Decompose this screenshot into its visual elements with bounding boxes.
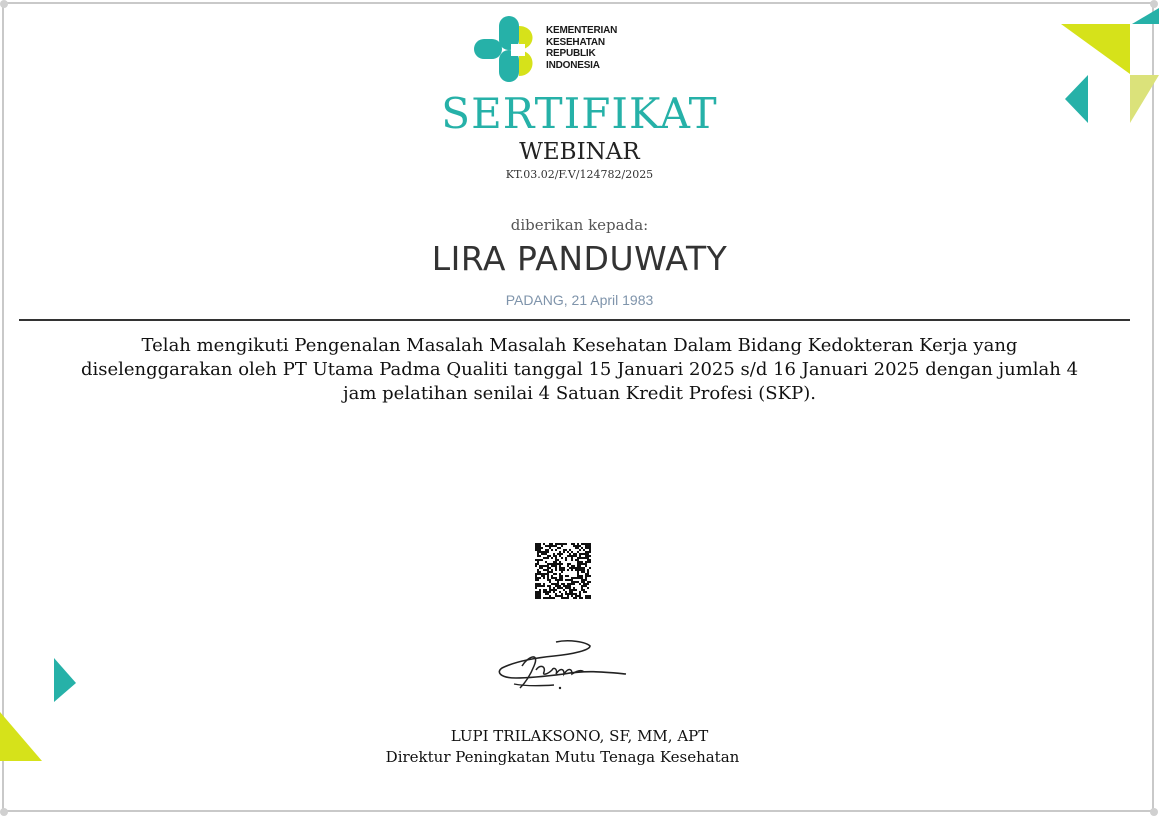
recipient-birth-info: PADANG, 21 April 1983 [505,292,654,308]
signatory-position: Direktur Peningkatan Mutu Tenaga Kesehatan [385,748,740,766]
recipient-name: LIRA PANDUWATY [431,239,728,278]
ministry-name-line: KESEHATAN [546,36,605,48]
corner-dot [1150,808,1158,816]
lime-triangle [1061,24,1130,74]
signatory-name: LUPI TRILAKSONO, SF, MM, APT [450,727,709,745]
divider-line [19,319,1130,321]
signature-image [494,636,634,694]
teal-triangle [1132,8,1159,24]
kemenkes-logo-icon [472,14,544,86]
corner-dot [0,808,8,816]
given-to-label: diberikan kepada: [510,216,649,234]
ministry-name-line: REPUBLIK [546,48,596,59]
ministry-logo [472,14,642,86]
teal-triangle [54,658,76,702]
certificate-body-text: Telah mengikuti Pengenalan Masalah Masalah Kesehatan Dalam Bidang Kedokteran Kerja yang diselenggarakan oleh PT Utama Padma Qualiti tanggal 15 Januari 2025 s/d 16 Januari 2025 dengan jumlah 4 jam pelatihan senilai 4 Satuan Kredit Profesi (SKP). [80,335,1079,404]
ministry-name-line: INDONESIA [546,59,600,71]
certificate-number: KT.03.02/F.V/124782/2025 [505,168,654,181]
ministry-name [546,25,617,71]
ministry-name-line: KEMENTERIAN [546,25,618,36]
certificate-subtitle: WEBINAR [519,139,640,165]
corner-dot [0,0,8,8]
certificate-title: SERTIFIKAT [441,89,718,138]
verification-code-icon [535,543,591,599]
